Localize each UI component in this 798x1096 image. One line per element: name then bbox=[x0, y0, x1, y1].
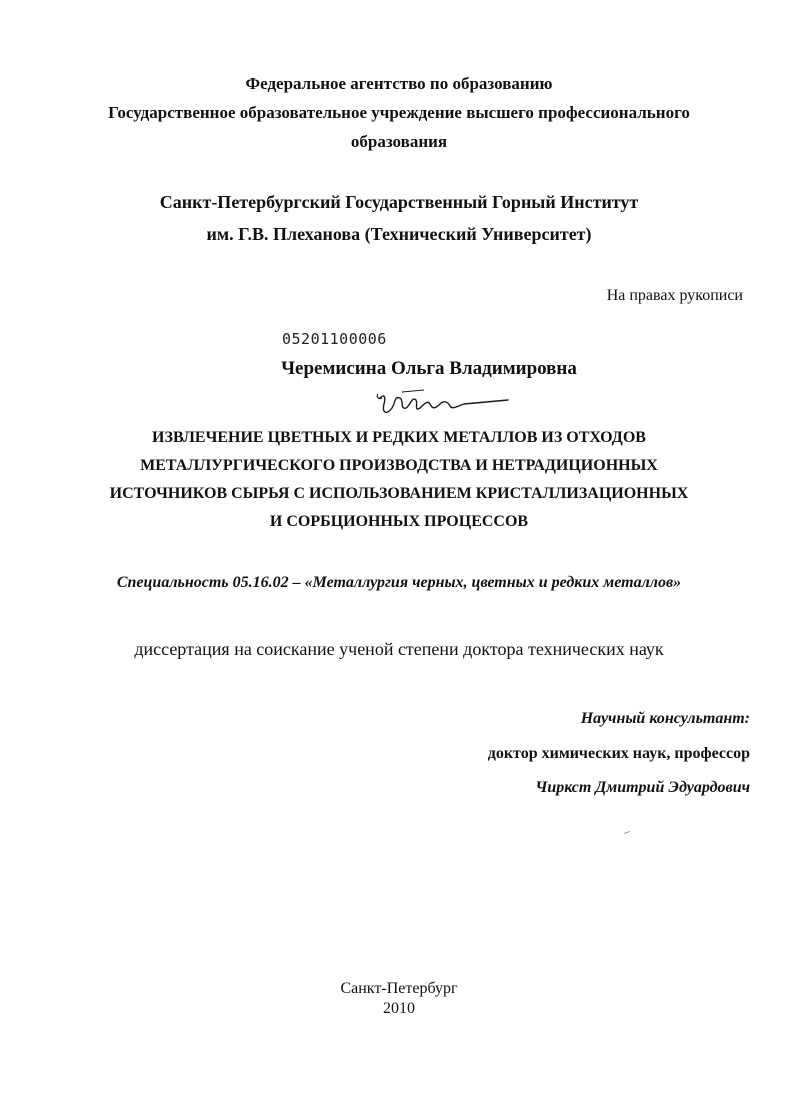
rights-note: На правах рукописи bbox=[606, 287, 743, 304]
dissertation-title-line-1: ИЗВЛЕЧЕНИЕ ЦВЕТНЫХ И РЕДКИХ МЕТАЛЛОВ ИЗ ОТХОДОВ bbox=[152, 429, 646, 446]
dissertation-title-line-3: ИСТОЧНИКОВ СЫРЬЯ С ИСПОЛЬЗОВАНИЕМ КРИСТАЛЛИЗАЦИОННЫХ bbox=[109, 485, 689, 502]
consultant-label: Научный консультант: bbox=[580, 710, 750, 727]
dissertation-note: диссертация на соискание ученой степени доктора технических наук bbox=[134, 639, 664, 659]
university-line-1: Санкт-Петербургский Государственный Горный Институт bbox=[159, 192, 639, 212]
consultant-degree: доктор химических наук, профессор bbox=[487, 745, 750, 762]
dissertation-title-line-2: МЕТАЛЛУРГИЧЕСКОГО ПРОИЗВОДСТВА И НЕТРАДИЦИОННЫХ bbox=[140, 457, 658, 474]
author-name: Черемисина Ольга Владимировна bbox=[281, 358, 577, 379]
university-line-2: им. Г.В. Плеханова (Технический Университет) bbox=[206, 224, 592, 244]
dissertation-title-line-4: И СОРБЦИОННЫХ ПРОЦЕССОВ bbox=[269, 513, 529, 530]
institution-line-1: Государственное образовательное учреждение высшего профессионального bbox=[108, 103, 690, 122]
year: 2010 bbox=[383, 1000, 415, 1017]
city: Санкт-Петербург bbox=[340, 980, 458, 997]
scan-speck bbox=[624, 831, 630, 834]
consultant-name: Чиркст Дмитрий Эдуардович bbox=[535, 779, 750, 796]
author-signature-icon bbox=[372, 386, 512, 424]
institution-line-2: образования bbox=[350, 132, 448, 151]
specialty: Специальность 05.16.02 – «Металлургия черных, цветных и редких металлов» bbox=[116, 574, 682, 591]
registration-code-stamp: 05201100006 bbox=[282, 330, 387, 348]
agency-name: Федеральное агентство по образованию bbox=[245, 74, 553, 93]
